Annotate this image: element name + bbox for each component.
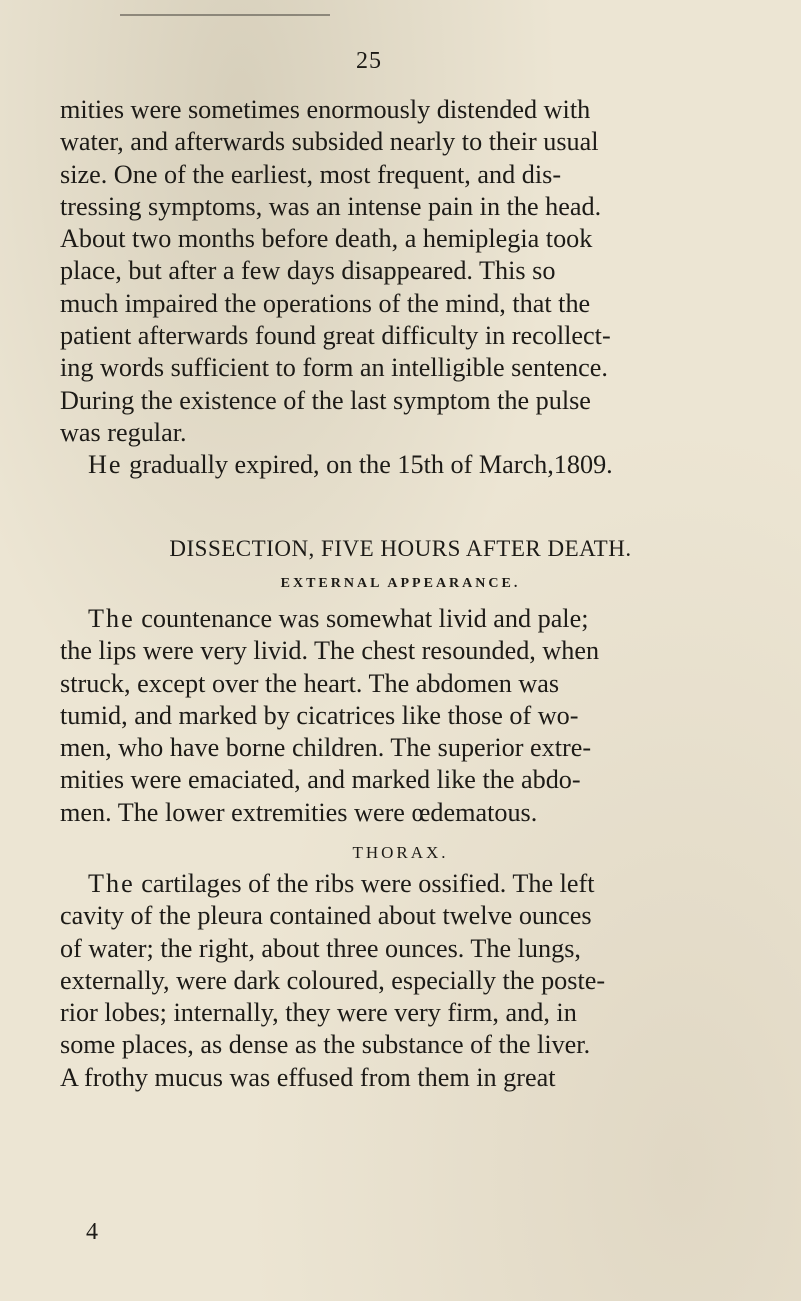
closing-text: gradually expired, on the 15th of March,1809.: [122, 450, 613, 480]
first-line: [60, 603, 740, 635]
page-number: 25: [356, 48, 382, 74]
text-line: rior lobes; internally, they were very firm, and, in: [60, 998, 577, 1028]
text-line: the lips were very livid. The chest resounded, when: [60, 636, 600, 666]
paragraph-thorax: [60, 868, 740, 1094]
text-line: mities were emaciated, and marked like the abdo-: [60, 765, 581, 795]
text-line: men. The lower extremities were œdematous.: [60, 797, 538, 827]
paragraph-external-appearance: [60, 603, 740, 829]
first-line-text: cartilages of the ribs were ossified. The left: [134, 869, 595, 898]
text-line: some places, as dense as the substance of the liver.: [60, 1030, 591, 1060]
first-line-text: countenance was somewhat livid and pale;: [134, 604, 589, 633]
paragraph-case-history: [60, 94, 740, 482]
closing-line: [60, 449, 740, 481]
first-line: [60, 868, 740, 900]
text-line: struck, except over the heart. The abdomen was: [60, 668, 560, 698]
top-rule: [120, 14, 330, 16]
text-line: water, and afterwards subsided nearly to their usual: [60, 127, 599, 157]
text-line: patient afterwards found great difficulty in recollect-: [60, 321, 611, 351]
text-line: During the existence of the last symptom the pulse: [60, 385, 591, 415]
text-line: much impaired the operations of the mind, that the: [60, 288, 591, 318]
small-caps-lead: He: [88, 450, 123, 480]
text-line: tumid, and marked by cicatrices like those of wo-: [60, 700, 579, 730]
heading-external-appearance: EXTERNAL APPEARANCE.: [280, 576, 521, 591]
text-line: size. One of the earliest, most frequent, and dis-: [60, 159, 562, 189]
small-caps-lead: The: [88, 869, 135, 898]
text-line: ing words sufficient to form an intelligible sentence.: [60, 353, 608, 383]
text-line: cavity of the pleura contained about twelve ounces: [60, 901, 592, 931]
small-caps-lead: The: [88, 604, 135, 633]
heading-dissection: DISSECTION, FIVE HOURS AFTER DEATH.: [169, 536, 632, 561]
text-line: men, who have borne children. The superior extre-: [60, 733, 592, 763]
text-line: of water; the right, about three ounces. The lungs,: [60, 933, 581, 963]
text-line: A frothy mucus was effused from them in great: [60, 1062, 556, 1092]
text-line: mities were sometimes enormously distended with: [60, 95, 591, 124]
text-line: place, but after a few days disappeared. This so: [60, 256, 556, 286]
signature-mark: 4: [86, 1219, 98, 1245]
text-line: About two months before death, a hemiplegia took: [60, 224, 593, 254]
heading-thorax: THORAX.: [352, 843, 449, 862]
text-line: was regular.: [60, 417, 187, 447]
text-line: externally, were dark coloured, especially the poste-: [60, 965, 606, 995]
text-line: tressing symptoms, was an intense pain in the head.: [60, 191, 602, 221]
